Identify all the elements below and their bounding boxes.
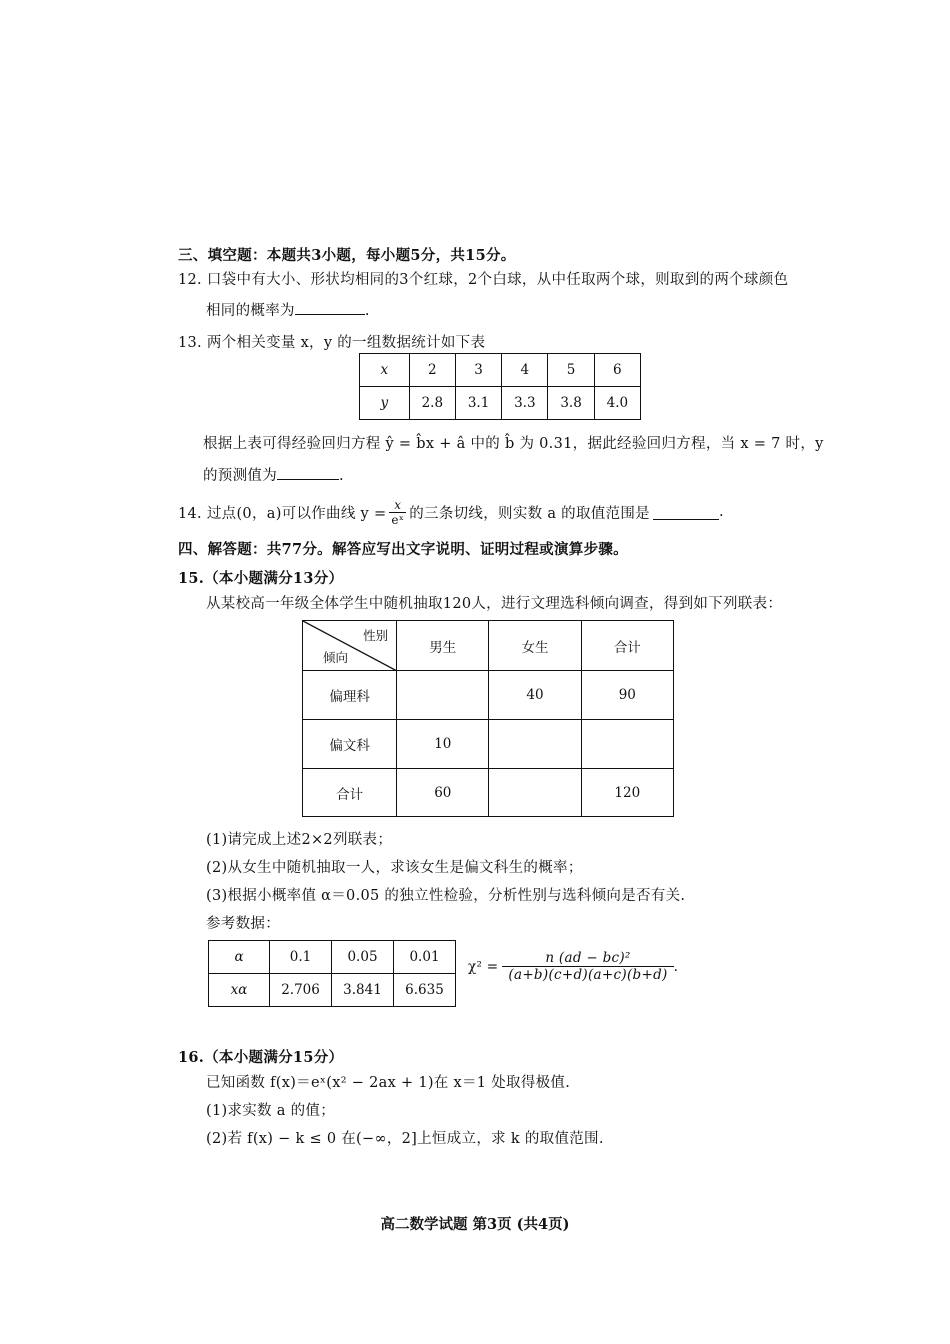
q15-chi-square-formula (468, 950, 678, 983)
q13-answer-blank[interactable] (277, 465, 339, 480)
q15-col-header: 男生 (397, 621, 489, 671)
q15-part1: (1)请完成上述2×2列联表； (206, 832, 393, 848)
q15-formula-num: n (ad − bc)² (502, 950, 673, 967)
q15-cell (489, 769, 581, 817)
q14-post: 的三条切线，则实数 a 的取值范围是 (409, 505, 650, 522)
q15-corner-cell (303, 621, 397, 671)
q12-line2-text: 相同的概率为 (206, 303, 295, 319)
q15-title: 15.（本小题满分13分） (178, 570, 344, 587)
q13-y-value: 2.8 (409, 387, 455, 420)
q15-corner-top: 性别 (363, 628, 389, 643)
q15-ref-alpha: 0.01 (394, 941, 456, 974)
q16-title: 16.（本小题满分15分） (178, 1049, 344, 1066)
q12-line2 (206, 299, 370, 320)
q13-intro: 13. 两个相关变量 x，y 的一组数据统计如下表 (178, 335, 486, 351)
section3-heading: 三、填空题：本题共3小题，每小题5分，共15分。 (178, 247, 516, 264)
q15-cell: 40 (489, 671, 581, 720)
q13-y-value: 4.0 (594, 387, 640, 420)
q14-line (178, 496, 724, 528)
q15-ref-critical: 2.706 (270, 974, 332, 1007)
q15-ref-label: 参考数据： (206, 916, 280, 932)
q13-line1: 根据上表可得经验回归方程 ŷ = b̂x + â 中的 b̂ 为 0.31，据此经验回归方程，当 x = 7 时，y (203, 436, 824, 452)
q14-pre: 14. 过点(0，a)可以作曲线 y = (178, 505, 387, 522)
q15-row-label: 偏文科 (303, 720, 397, 769)
q15-part3: (3)根据小概率值 α＝0.05 的独立性检验，分析性别与选科倾向是否有关. (206, 888, 686, 904)
q13-x-value: 3 (455, 354, 501, 387)
q14-end: . (718, 504, 724, 520)
page-footer: 高二数学试题 第3页 (共4页) (380, 1216, 570, 1233)
q13-line2-end: . (339, 468, 344, 484)
q15-cell: 90 (581, 671, 673, 720)
q15-col-header: 女生 (489, 621, 581, 671)
q15-cell (489, 720, 581, 769)
table-row (303, 769, 674, 817)
q15-part2: (2)从女生中随机抽取一人，求该女生是偏文科生的概率； (206, 860, 583, 876)
q13-y-value: 3.1 (455, 387, 501, 420)
q13-data-table (359, 353, 641, 420)
q13-x-value: 5 (548, 354, 594, 387)
q14-frac-num: x (389, 498, 406, 513)
q15-formula-end: . (673, 958, 679, 975)
q16-part2: (2)若 f(x) − k ≤ 0 在(−∞，2]上恒成立，求 k 的取值范围. (206, 1131, 604, 1147)
q12-line2-end: . (364, 303, 370, 319)
q14-fraction (389, 498, 406, 527)
q15-intro: 从某校高一年级全体学生中随机抽取120人，进行文理选科倾向调查，得到如下列联表： (206, 596, 783, 612)
q15-row-label: 偏理科 (303, 671, 397, 720)
q13-x-label: x (360, 354, 410, 387)
q14-frac-den: eˣ (391, 512, 405, 527)
q15-cell: 120 (581, 769, 673, 817)
q13-line2 (203, 464, 344, 485)
q13-x-value: 4 (502, 354, 548, 387)
q14-answer-blank[interactable] (653, 505, 719, 520)
q13-line2-text: 的预测值为 (203, 468, 277, 484)
q13-y-value: 3.8 (548, 387, 594, 420)
q13-y-label: y (360, 387, 410, 420)
q16-intro: 已知函数 f(x)＝eˣ(x² − 2ax + 1)在 x＝1 处取得极值. (206, 1075, 571, 1091)
table-row (303, 671, 674, 720)
q15-cell (581, 720, 673, 769)
q15-contingency-table (302, 620, 674, 817)
q15-ref-critical: 6.635 (394, 974, 456, 1007)
q15-row-label: 合计 (303, 769, 397, 817)
q13-x-value: 2 (409, 354, 455, 387)
q12-answer-blank[interactable] (295, 300, 365, 315)
q13-x-value: 6 (594, 354, 640, 387)
q15-ref-critical: 3.841 (332, 974, 394, 1007)
q15-formula-lhs: χ² = (468, 958, 499, 975)
q15-ref-row1-label: α (209, 941, 270, 974)
q15-cell: 60 (397, 769, 489, 817)
q15-ref-alpha: 0.05 (332, 941, 394, 974)
q15-formula-den: (a+b)(c+d)(a+c)(b+d) (508, 967, 668, 983)
q15-formula-fraction (502, 950, 673, 983)
q12-line1: 12. 口袋中有大小、形状均相同的3个红球，2个白球，从中任取两个球，则取到的两个球颜色 (178, 272, 789, 288)
q15-ref-row2-label: xα (209, 974, 270, 1007)
q15-corner-bottom: 倾向 (323, 650, 349, 665)
section4-heading: 四、解答题：共77分。解答应写出文字说明、证明过程或演算步骤。 (178, 541, 628, 558)
q13-y-value: 3.3 (502, 387, 548, 420)
q15-col-header: 合计 (581, 621, 673, 671)
table-row (303, 720, 674, 769)
q15-cell (397, 671, 489, 720)
q15-reference-table (208, 940, 456, 1007)
q15-cell: 10 (397, 720, 489, 769)
q16-part1: (1)求实数 a 的值； (206, 1103, 336, 1119)
q15-ref-alpha: 0.1 (270, 941, 332, 974)
